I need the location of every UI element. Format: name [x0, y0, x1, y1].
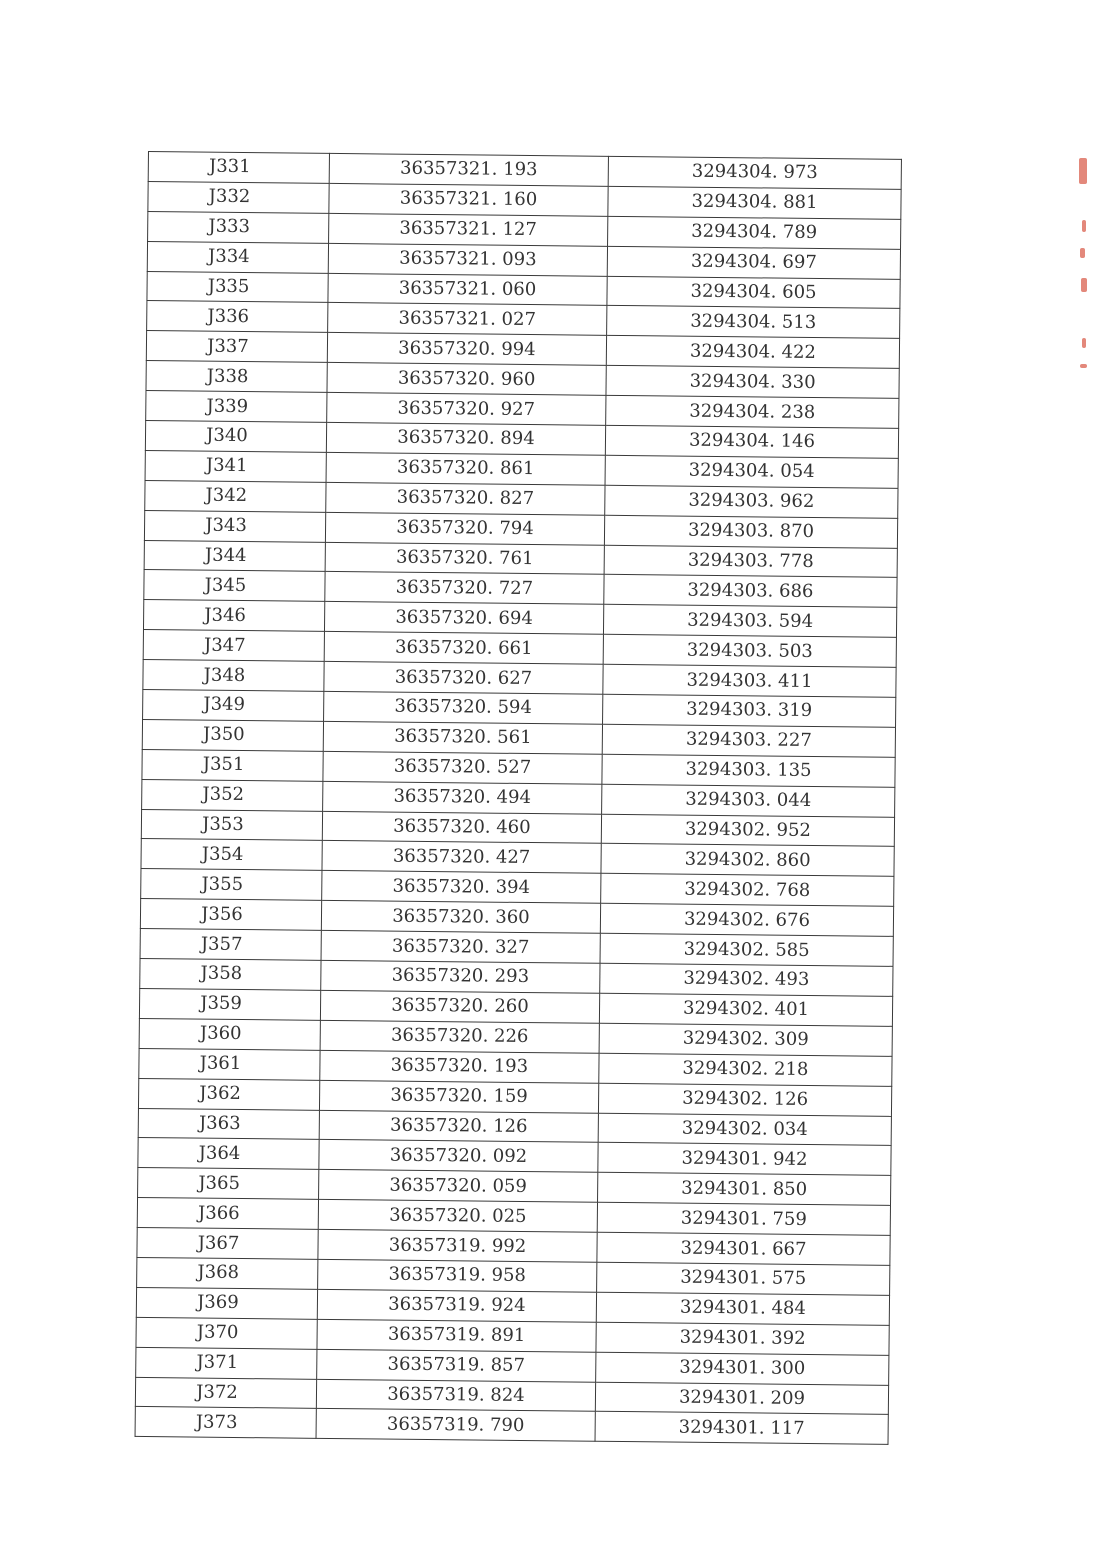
- y-coordinate-cell: 3294302. 034: [598, 1113, 891, 1146]
- x-coordinate-cell: 36357320. 761: [325, 542, 604, 575]
- point-id-cell: J370: [136, 1317, 317, 1349]
- x-coordinate-cell: 36357320. 092: [319, 1140, 598, 1173]
- x-coordinate-cell: 36357320. 627: [324, 662, 603, 695]
- y-coordinate-cell: 3294302. 768: [601, 874, 894, 907]
- x-coordinate-cell: 36357319. 824: [316, 1379, 595, 1412]
- stamp-mark: [1079, 158, 1087, 184]
- point-id-cell: J354: [141, 839, 322, 871]
- point-id-cell: J358: [140, 959, 321, 991]
- x-coordinate-cell: 36357319. 992: [318, 1229, 597, 1262]
- point-id-cell: J342: [145, 480, 326, 512]
- x-coordinate-cell: 36357319. 891: [317, 1319, 596, 1352]
- point-id-cell: J353: [141, 809, 322, 841]
- y-coordinate-cell: 3294301. 759: [597, 1202, 890, 1235]
- y-coordinate-cell: 3294303. 227: [602, 724, 895, 757]
- point-id-cell: J356: [140, 899, 321, 931]
- point-id-cell: J336: [147, 301, 328, 333]
- point-id-cell: J362: [138, 1078, 319, 1110]
- y-coordinate-cell: 3294303. 044: [602, 784, 895, 817]
- x-coordinate-cell: 36357320. 861: [326, 452, 605, 485]
- point-id-cell: J367: [137, 1228, 318, 1260]
- point-id-cell: J344: [144, 540, 325, 572]
- x-coordinate-cell: 36357321. 193: [329, 153, 608, 186]
- x-coordinate-cell: 36357320. 894: [326, 422, 605, 455]
- x-coordinate-cell: 36357320. 394: [322, 871, 601, 904]
- point-id-cell: J360: [139, 1018, 320, 1050]
- y-coordinate-cell: 3294301. 484: [596, 1292, 889, 1325]
- y-coordinate-cell: 3294302. 952: [601, 814, 894, 847]
- x-coordinate-cell: 36357320. 059: [319, 1170, 598, 1203]
- point-id-cell: J338: [146, 361, 327, 393]
- point-id-cell: J373: [135, 1407, 316, 1439]
- x-coordinate-cell: 36357319. 857: [317, 1349, 596, 1382]
- y-coordinate-cell: 3294304. 422: [606, 336, 899, 369]
- point-id-cell: J359: [139, 988, 320, 1020]
- y-coordinate-cell: 3294302. 493: [600, 963, 893, 996]
- x-coordinate-cell: 36357320. 193: [320, 1050, 599, 1083]
- x-coordinate-cell: 36357320. 025: [318, 1200, 597, 1233]
- point-id-cell: J340: [145, 421, 326, 453]
- y-coordinate-cell: 3294303. 319: [603, 694, 896, 727]
- y-coordinate-cell: 3294303. 503: [603, 635, 896, 668]
- point-id-cell: J345: [144, 570, 325, 602]
- stamp-mark: [1080, 248, 1085, 258]
- point-id-cell: J371: [136, 1347, 317, 1379]
- x-coordinate-cell: 36357320. 794: [325, 512, 604, 545]
- y-coordinate-cell: 3294303. 962: [605, 485, 898, 518]
- point-id-cell: J372: [135, 1377, 316, 1409]
- y-coordinate-cell: 3294302. 126: [598, 1083, 891, 1116]
- x-coordinate-cell: 36357320. 994: [327, 333, 606, 366]
- y-coordinate-cell: 3294302. 585: [600, 933, 893, 966]
- x-coordinate-cell: 36357320. 694: [324, 602, 603, 635]
- x-coordinate-cell: 36357320. 594: [324, 691, 603, 724]
- point-id-cell: J369: [136, 1287, 317, 1319]
- x-coordinate-cell: 36357320. 494: [323, 781, 602, 814]
- x-coordinate-cell: 36357319. 790: [316, 1409, 595, 1442]
- y-coordinate-cell: 3294304. 146: [605, 425, 898, 458]
- y-coordinate-cell: 3294301. 392: [596, 1322, 889, 1355]
- point-id-cell: J361: [139, 1048, 320, 1080]
- x-coordinate-cell: 36357320. 460: [322, 811, 601, 844]
- y-coordinate-cell: 3294304. 238: [606, 395, 899, 428]
- x-coordinate-cell: 36357321. 160: [329, 183, 608, 216]
- y-coordinate-cell: 3294303. 778: [604, 545, 897, 578]
- point-id-cell: J333: [148, 211, 329, 243]
- y-coordinate-cell: 3294303. 135: [602, 754, 895, 787]
- y-coordinate-cell: 3294304. 973: [608, 156, 901, 189]
- point-id-cell: J365: [138, 1168, 319, 1200]
- x-coordinate-cell: 36357320. 293: [321, 960, 600, 993]
- x-coordinate-cell: 36357321. 060: [328, 273, 607, 306]
- point-id-cell: J331: [148, 152, 329, 184]
- y-coordinate-cell: 3294301. 300: [596, 1352, 889, 1385]
- y-coordinate-cell: 3294303. 870: [604, 515, 897, 548]
- point-id-cell: J341: [145, 450, 326, 482]
- point-id-cell: J346: [143, 600, 324, 632]
- x-coordinate-cell: 36357320. 527: [323, 751, 602, 784]
- y-coordinate-cell: 3294301. 850: [598, 1173, 891, 1206]
- x-coordinate-cell: 36357320. 260: [320, 990, 599, 1023]
- x-coordinate-cell: 36357320. 360: [321, 901, 600, 934]
- x-coordinate-cell: 36357320. 327: [321, 931, 600, 964]
- x-coordinate-cell: 36357320. 561: [323, 721, 602, 754]
- point-id-cell: J337: [146, 331, 327, 363]
- point-id-cell: J349: [143, 690, 324, 722]
- y-coordinate-cell: 3294304. 330: [606, 366, 899, 399]
- point-id-cell: J352: [142, 779, 323, 811]
- y-coordinate-cell: 3294302. 218: [599, 1053, 892, 1086]
- y-coordinate-cell: 3294303. 594: [603, 605, 896, 638]
- y-coordinate-cell: 3294302. 676: [600, 904, 893, 937]
- stamp-remnant: [1076, 150, 1090, 380]
- y-coordinate-cell: 3294304. 697: [607, 246, 900, 279]
- x-coordinate-cell: 36357320. 927: [327, 393, 606, 426]
- y-coordinate-cell: 3294302. 860: [601, 844, 894, 877]
- point-id-cell: J332: [148, 181, 329, 213]
- point-id-cell: J351: [142, 749, 323, 781]
- point-id-cell: J350: [142, 719, 323, 751]
- y-coordinate-cell: 3294301. 117: [595, 1412, 888, 1445]
- y-coordinate-cell: 3294304. 605: [607, 276, 900, 309]
- point-id-cell: J348: [143, 660, 324, 692]
- x-coordinate-cell: 36357321. 027: [328, 303, 607, 336]
- coordinate-table: [135, 151, 902, 1445]
- point-id-cell: J368: [137, 1257, 318, 1289]
- y-coordinate-cell: 3294304. 881: [608, 186, 901, 219]
- stamp-mark: [1082, 220, 1086, 232]
- point-id-cell: J357: [140, 929, 321, 961]
- x-coordinate-cell: 36357320. 126: [319, 1110, 598, 1143]
- point-id-cell: J334: [147, 241, 328, 273]
- point-id-cell: J339: [146, 391, 327, 423]
- y-coordinate-cell: 3294304. 513: [607, 306, 900, 339]
- x-coordinate-cell: 36357320. 427: [322, 841, 601, 874]
- stamp-mark: [1080, 364, 1087, 368]
- y-coordinate-cell: 3294302. 309: [599, 1023, 892, 1056]
- y-coordinate-cell: 3294301. 575: [597, 1262, 890, 1295]
- point-id-cell: J366: [137, 1198, 318, 1230]
- x-coordinate-cell: 36357320. 827: [326, 482, 605, 515]
- x-coordinate-cell: 36357320. 727: [325, 572, 604, 605]
- x-coordinate-cell: 36357320. 960: [327, 363, 606, 396]
- point-id-cell: J364: [138, 1138, 319, 1170]
- x-coordinate-cell: 36357319. 958: [318, 1259, 597, 1292]
- x-coordinate-cell: 36357320. 226: [320, 1020, 599, 1053]
- y-coordinate-cell: 3294301. 209: [595, 1382, 888, 1415]
- x-coordinate-cell: 36357320. 661: [324, 632, 603, 665]
- y-coordinate-cell: 3294301. 667: [597, 1232, 890, 1265]
- y-coordinate-cell: 3294304. 054: [605, 455, 898, 488]
- x-coordinate-cell: 36357321. 093: [328, 243, 607, 276]
- point-id-cell: J343: [144, 510, 325, 542]
- x-coordinate-cell: 36357320. 159: [319, 1080, 598, 1113]
- x-coordinate-cell: 36357321. 127: [329, 213, 608, 246]
- y-coordinate-cell: 3294303. 686: [604, 575, 897, 608]
- y-coordinate-cell: 3294302. 401: [599, 993, 892, 1026]
- stamp-mark: [1082, 338, 1086, 348]
- point-id-cell: J355: [141, 869, 322, 901]
- x-coordinate-cell: 36357319. 924: [317, 1289, 596, 1322]
- coordinate-table-body: [135, 152, 901, 1445]
- y-coordinate-cell: 3294301. 942: [598, 1143, 891, 1176]
- point-id-cell: J335: [147, 271, 328, 303]
- y-coordinate-cell: 3294303. 411: [603, 664, 896, 697]
- stamp-mark: [1081, 278, 1087, 292]
- point-id-cell: J363: [138, 1108, 319, 1140]
- y-coordinate-cell: 3294304. 789: [608, 216, 901, 249]
- point-id-cell: J347: [143, 630, 324, 662]
